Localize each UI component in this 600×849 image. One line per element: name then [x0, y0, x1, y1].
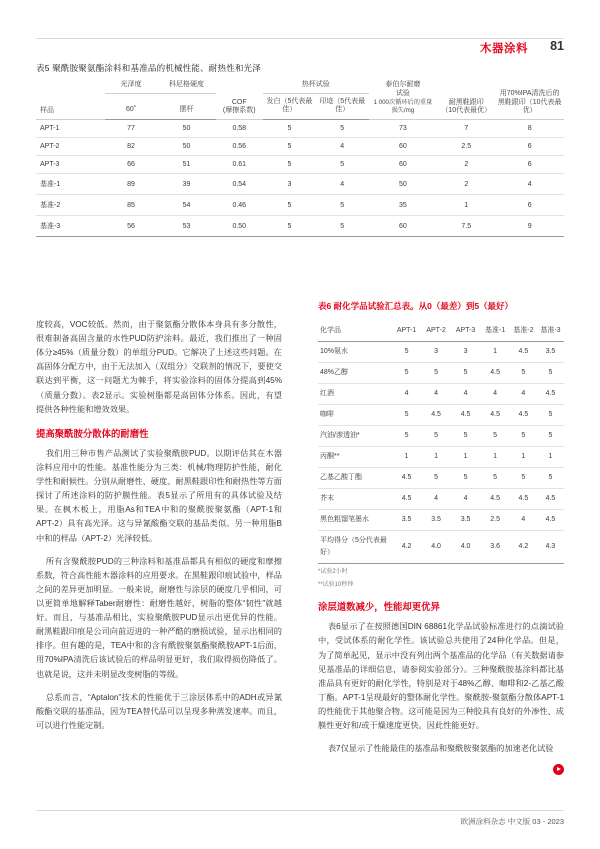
t5-cell: 2.5 [437, 138, 495, 156]
table-row [318, 489, 564, 510]
t6-cell: 4 [421, 383, 451, 404]
paragraph: 表6显示了在按照德国DIN 68861化学品试验标准进行的点滴试验中，受试体系的耐化学性。该试验总共使用了24种化学品。但是，为了简单起见，显示中没有列出两个基准品的化学品（有关数据请参见基准品的详细信息，请参阅实验部分）。三种聚酰胺基涂料都比基准品具有更好的耐化学性，特别是对于48%乙醇、咖啡和2-乙基乙酸丁酯。APT-1呈现最好的整体耐化学性。聚酰胺-聚氨酯分散体APT-1的性能优于其他聚合物。这可能是因为三种胶具有良好的外渗性、成膜性更好和/或干燥速度更快。因此性能更好。 [318, 622, 564, 731]
table-row [318, 531, 564, 564]
t5-cell: 5 [263, 138, 316, 156]
table-row [318, 446, 564, 467]
continue-arrow-icon [553, 764, 564, 775]
t5-cell: 9 [495, 216, 564, 237]
t6-cell: 4 [451, 383, 481, 404]
t6-cell: 4 [451, 489, 481, 510]
t6-cell: 4.5 [392, 489, 422, 510]
table-row [36, 120, 564, 138]
t5-cell: 7 [437, 120, 495, 138]
t6-cell: 3 [421, 341, 451, 362]
t6-cell: 4.2 [510, 531, 537, 564]
table-row [318, 362, 564, 383]
t6-cell: 5 [392, 362, 422, 383]
t6-cell: 5 [510, 467, 537, 488]
t6-cell: 4 [510, 510, 537, 531]
t5-cell: 50 [369, 174, 438, 195]
t5-cell: 2 [437, 174, 495, 195]
t5-cell: 5 [263, 195, 316, 216]
t6-cell: 48%乙醇 [318, 362, 392, 383]
t6-cell: 5 [451, 362, 481, 383]
t5-cell: 5 [316, 120, 369, 138]
t5-cell: 77 [105, 120, 158, 138]
t5-group-hotcup: 热杯试验 [263, 78, 369, 94]
t6-cell: 4.5 [537, 489, 564, 510]
table5-body [36, 120, 564, 237]
right-section-heading: 涂层道数减少，性能却更优异 [318, 601, 440, 613]
t6-col-apt2: APT-2 [421, 321, 451, 342]
t6-cell: 4.5 [451, 404, 481, 425]
right-column [318, 300, 564, 765]
t6-cell: 红酒 [318, 383, 392, 404]
t5-cell: 3 [263, 174, 316, 195]
t6-cell: 5 [451, 425, 481, 446]
t6-cell: 4 [392, 383, 422, 404]
t5-cell: 50 [157, 120, 215, 138]
t6-cell: 4.5 [537, 383, 564, 404]
t5-cell: 基准-1 [36, 174, 105, 195]
t6-cell: 乙基乙酸丁酯 [318, 467, 392, 488]
paragraph: 所有含聚酰胺PUD的三种涂料和基准品都具有相似的硬度和摩擦系数，符合高性能木器涂料的应用要求。在黑鞋跟印痕试验中，样品之间的差异更加明显。一般来说，耐磨性与涂层的硬度几乎相同，可以更简单地解释Taber耐磨性：耐磨性越好，树脂的整体“韧性”就越好。而且，与基准品相比，实验聚酰胺PUD显示出更优异的性能。耐黑鞋跟印痕是公司向前迈进的一种严酷的磨损试验，显示出相同的排序。但有趣的是，TEA中和的含有酰胺聚氨酯聚酰胺APT-1后面，用70%IPA清洗后该试验后的样品明显更好，我们取得损伤降低了。也就是说，这并未明显改变树脂的等级。 [36, 556, 282, 679]
t5-cell: 56 [105, 216, 158, 237]
page-number: 81 [550, 39, 564, 53]
t5-cell: 85 [105, 195, 158, 216]
t6-cell: 4.5 [510, 341, 537, 362]
t6-col-base1: 基准-1 [480, 321, 510, 342]
t5-cell: 4 [495, 174, 564, 195]
t6-cell: 5 [537, 467, 564, 488]
t6-cell: 4.5 [480, 404, 510, 425]
t5-col-heelmark-ipa: 用70%IPA清洗后的黑鞋跟印（10代表最优） [495, 78, 564, 120]
t5-group-konig: 科尼格硬度 [157, 78, 215, 94]
t5-cell: 73 [369, 120, 438, 138]
table-row [36, 216, 564, 237]
t6-cell: 4.5 [480, 362, 510, 383]
table6-header-row [318, 321, 564, 342]
t5-cell: 2 [437, 156, 495, 174]
t5-subcol-gloss60: 60˚ [105, 94, 158, 120]
t6-cell: 5 [392, 341, 422, 362]
table-row [36, 138, 564, 156]
t6-cell: 咖啡 [318, 404, 392, 425]
t5-cell: 50 [157, 138, 215, 156]
t6-cell: 4.5 [421, 404, 451, 425]
t6-cell: 4.5 [392, 467, 422, 488]
t6-cell: 5 [392, 404, 422, 425]
t5-cell: 0.50 [216, 216, 264, 237]
table-row [318, 425, 564, 446]
t6-cell: 1 [480, 341, 510, 362]
t6-col-apt1: APT-1 [392, 321, 422, 342]
t5-col-cof: COF (摩擦系数) [216, 78, 264, 120]
t6-cell: 汽油/渗透油* [318, 425, 392, 446]
table-row [318, 383, 564, 404]
t5-cell: 0.61 [216, 156, 264, 174]
t5-group-gloss: 光泽度 [105, 78, 158, 94]
t5-cell: 60 [369, 156, 438, 174]
t5-cell: 7.5 [437, 216, 495, 237]
paragraph: 度较高，VOC较低。然而，由于聚氨酯分散体本身具有多分散性，很难制备高固含量的水性PUD防护涂料。最近，我们推出了一种固体分≥45%（质量分数）的单组分PUD。它解决了上述这些问题。在高固体分配方中，由于无法加入（双组分）交联剂的情况下，要使交联达到平衡，这一问题尤为棘手，将实验涂料的固体分提高到45%（质量分数）。表2显示。实验树脂都是高固体分体系。因此，有望提供各种性能和增效效果。 [36, 320, 282, 414]
t5-cell: 8 [495, 120, 564, 138]
t6-cell: 5 [480, 467, 510, 488]
t6-cell: 4.5 [537, 510, 564, 531]
t6-cell: 5 [392, 425, 422, 446]
t5-cell: 89 [105, 174, 158, 195]
header-divider [36, 38, 564, 39]
table5 [36, 78, 564, 237]
t5-cell: 5 [316, 216, 369, 237]
t6-cell: 1 [451, 446, 481, 467]
t5-cell: 6 [495, 138, 564, 156]
t6-cell: 2.5 [480, 510, 510, 531]
t6-cell: 5 [421, 425, 451, 446]
t5-cell: 35 [369, 195, 438, 216]
t5-cell: 4 [316, 174, 369, 195]
t6-cell: 4.5 [510, 489, 537, 510]
table-row [36, 156, 564, 174]
t5-cell: 53 [157, 216, 215, 237]
t5-cell: 66 [105, 156, 158, 174]
table-row [318, 510, 564, 531]
t6-cell: 5 [510, 362, 537, 383]
t6-cell: 5 [537, 425, 564, 446]
t6-cell: 5 [451, 467, 481, 488]
t5-cell: 60 [369, 138, 438, 156]
t6-cell: 5 [480, 425, 510, 446]
page-header [0, 20, 600, 55]
t6-col-base2: 基准-2 [510, 321, 537, 342]
t5-cell: 1 [437, 195, 495, 216]
t6-cell: 4.2 [392, 531, 422, 564]
table6-note-1: *试验2小时 [318, 569, 348, 576]
t6-cell: 5 [421, 467, 451, 488]
t5-cell: 54 [157, 195, 215, 216]
footer-divider [36, 810, 564, 811]
t5-col-heelmark: 耐黑鞋跟印 （10代表最优） [437, 78, 495, 120]
t5-cell: 5 [316, 195, 369, 216]
t5-subcol-imprint: 印迹（5代表最佳） [316, 94, 369, 120]
t5-cell: 基准-2 [36, 195, 105, 216]
t6-cell: 4.3 [537, 531, 564, 564]
table-row [36, 174, 564, 195]
t5-cell: 5 [263, 120, 316, 138]
t5-subcol-pendulum: 摆杆 [157, 94, 215, 120]
t6-cell: 4.0 [451, 531, 481, 564]
t6-cell: 4 [480, 383, 510, 404]
table6-caption: 表6 耐化学品试验汇总表。从0（最差）到5（最好） [318, 301, 514, 311]
table-row [318, 404, 564, 425]
t6-cell: 4.0 [421, 531, 451, 564]
t5-cell: 6 [495, 156, 564, 174]
table6-body [318, 341, 564, 563]
table6-note-2: **试验10秒钟 [318, 582, 354, 589]
t5-cell: 5 [263, 216, 316, 237]
t6-cell: 1 [421, 446, 451, 467]
t6-cell: 5 [537, 404, 564, 425]
t6-cell: 芥末 [318, 489, 392, 510]
t6-cell: 3.5 [537, 341, 564, 362]
t5-col-taber: 泰伯尔耐磨 试验 1 000次循环后的重量损失/mg [369, 78, 438, 120]
paragraph: 我们用三种市售产品测试了实验聚酰胺PUD。以期评估其在木器涂料应用中的性能。基准性能分为三类：机械/物理防护性能，耐化学性和耐候性。分别从耐磨性、硬度、耐黑鞋跟印性和耐热性等方面探讨了所述涂料的防护膜性能。表5显示了所用有的具体试验及结果。在枫木板上，用脂As和TEA中和的聚酰胺聚氨酯（APT-1和APT-2）具有高光泽。这与异氰酸酯交联的基品类似。另一种用脂B中和的样品（APT-2）光泽较低。 [36, 448, 282, 543]
t6-cell: 10%氨水 [318, 341, 392, 362]
t6-cell: 5 [421, 362, 451, 383]
table-row [318, 341, 564, 362]
t6-cell: 5 [537, 362, 564, 383]
t5-cell: 51 [157, 156, 215, 174]
t6-cell: 1 [392, 446, 422, 467]
t5-subcol-whitening: 发白（5代表最佳） [263, 94, 316, 120]
left-section-heading: 提高聚酰胺分散体的耐磨性 [36, 427, 149, 439]
paragraph: 总系而言，“Aptalon”技术的性能优于三涂层体系中的ADH或异氰酸酯交联的基准品，因为TEA替代品可以呈现多种蒸发速率。而且，可以进行性能定制。 [36, 692, 282, 730]
t6-cell: 4 [510, 383, 537, 404]
t5-cell: 82 [105, 138, 158, 156]
table-row [36, 195, 564, 216]
t6-cell: 3.6 [480, 531, 510, 564]
t6-cell: 1 [510, 446, 537, 467]
t6-cell: 3.5 [451, 510, 481, 531]
paragraph: 表7仅显示了性能最佳的基准品和聚酰胺聚氨酯的加速老化试验 [327, 744, 554, 754]
t5-cell: 5 [263, 156, 316, 174]
t6-cell: 5 [510, 425, 537, 446]
t5-cell: 39 [157, 174, 215, 195]
t6-cell: 3.5 [392, 510, 422, 531]
t5-cell: 6 [495, 195, 564, 216]
t6-cell: 4.5 [480, 489, 510, 510]
t6-cell: 平均得分（5分代表最好） [318, 531, 392, 564]
t5-cell: 60 [369, 216, 438, 237]
t6-cell: 3 [451, 341, 481, 362]
t5-cell: APT-2 [36, 138, 105, 156]
footer-text: 欧洲涂料杂志 中文版 03 - 2023 [460, 817, 564, 826]
t5-cell: 0.54 [216, 174, 264, 195]
t5-cell: 4 [316, 138, 369, 156]
left-column [36, 318, 282, 742]
t5-cell: APT-3 [36, 156, 105, 174]
t6-cell: 1 [537, 446, 564, 467]
t6-col-apt3: APT-3 [451, 321, 481, 342]
t6-col-chemical: 化学品 [318, 321, 392, 342]
table-row [318, 467, 564, 488]
t6-col-base3: 基准-3 [537, 321, 564, 342]
t5-col-sample: 样品 [36, 78, 105, 120]
t6-cell: 3.5 [421, 510, 451, 531]
t6-cell: 丙酮** [318, 446, 392, 467]
t5-cell: APT-1 [36, 120, 105, 138]
t5-cell: 0.56 [216, 138, 264, 156]
section-title: 木器涂料 [480, 43, 528, 55]
table6 [318, 321, 564, 564]
t6-cell: 4 [421, 489, 451, 510]
t5-cell: 0.58 [216, 120, 264, 138]
t5-cell: 5 [316, 156, 369, 174]
table5-caption: 表5 聚酰胺聚氨酯涂料和基准品的机械性能、耐热性和光泽 [36, 63, 261, 73]
t5-cell: 基准-3 [36, 216, 105, 237]
t6-cell: 1 [480, 446, 510, 467]
t5-cell: 0.46 [216, 195, 264, 216]
t6-cell: 4.5 [510, 404, 537, 425]
t6-cell: 黑色粗馏笔墨水 [318, 510, 392, 531]
